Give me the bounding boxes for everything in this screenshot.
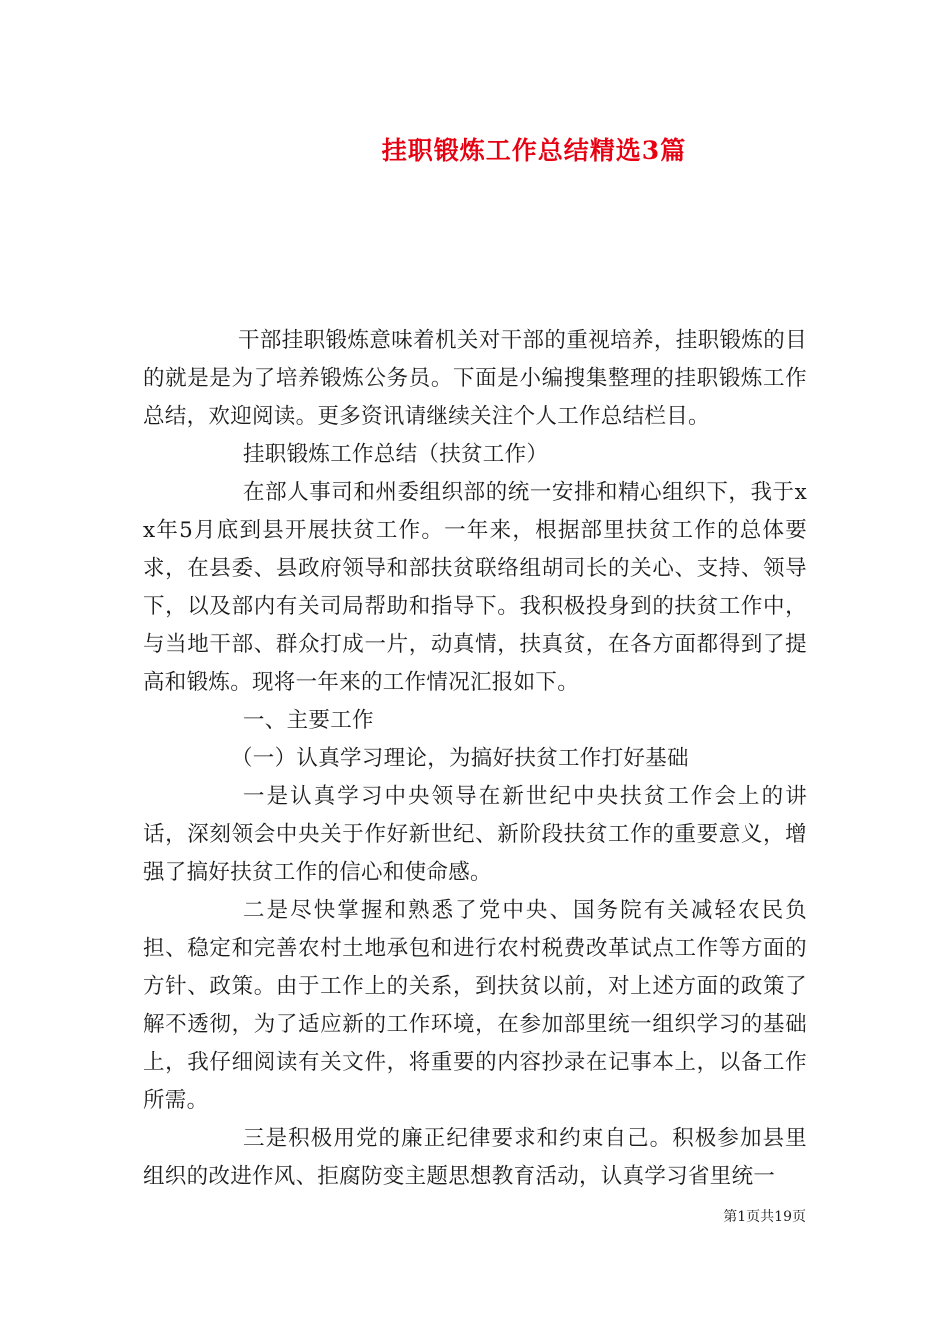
- subsection-heading: 一、主要工作: [243, 708, 374, 733]
- document-body: [143, 322, 807, 1196]
- page-number: 第1页共19页: [723, 1209, 806, 1225]
- body-paragraph: 三是积极用党的廉正纪律要求和约束自己。积极参加县里组织的改进作风、拒腐防变主题思想教育活动，认真学习省里统一: [143, 1126, 807, 1189]
- body-paragraph: 一是认真学习中央领导在新世纪中央扶贫工作会上的讲话，深刻领会中央关于作好新世纪、新阶段扶贫工作的重要意义，增强了搞好扶贫工作的信心和使命感。: [143, 784, 807, 885]
- body-paragraph: 在部人事司和州委组织部的统一安排和精心组织下，我于xx年5月底到县开展扶贫工作。一年来，根据部里扶贫工作的总体要求，在县委、县政府领导和部扶贫联络组胡司长的关心、支持、领导下，以及部内有关司局帮助和指导下。我积极投身到的扶贫工作中，与当地干部、群众打成一片，动真情，扶真贫，在各方面都得到了提高和锻炼。现将一年来的工作情况汇报如下。: [143, 480, 807, 695]
- section-heading: 挂职锻炼工作总结（扶贫工作）: [243, 442, 549, 467]
- body-paragraph: 二是尽快掌握和熟悉了党中央、国务院有关减轻农民负担、稳定和完善农村土地承包和进行农村税费改革试点工作等方面的方针、政策。由于工作上的关系，到扶贫以前，对上述方面的政策了解不透彻，为了适应新的工作环境，在参加部里统一组织学习的基础上，我仔细阅读有关文件，将重要的内容抄录在记事本上，以备工作所需。: [143, 898, 807, 1113]
- subsection-heading: （一）认真学习理论，为搞好扶贫工作打好基础: [231, 746, 689, 771]
- intro-paragraph: 干部挂职锻炼意味着机关对干部的重视培养，挂职锻炼的目的就是是为了培养锻炼公务员。下面是小编搜集整理的挂职锻炼工作总结，欢迎阅读。更多资讯请继续关注个人工作总结栏目。: [143, 328, 807, 429]
- document-title: 挂职锻炼工作总结精选3篇: [381, 136, 687, 165]
